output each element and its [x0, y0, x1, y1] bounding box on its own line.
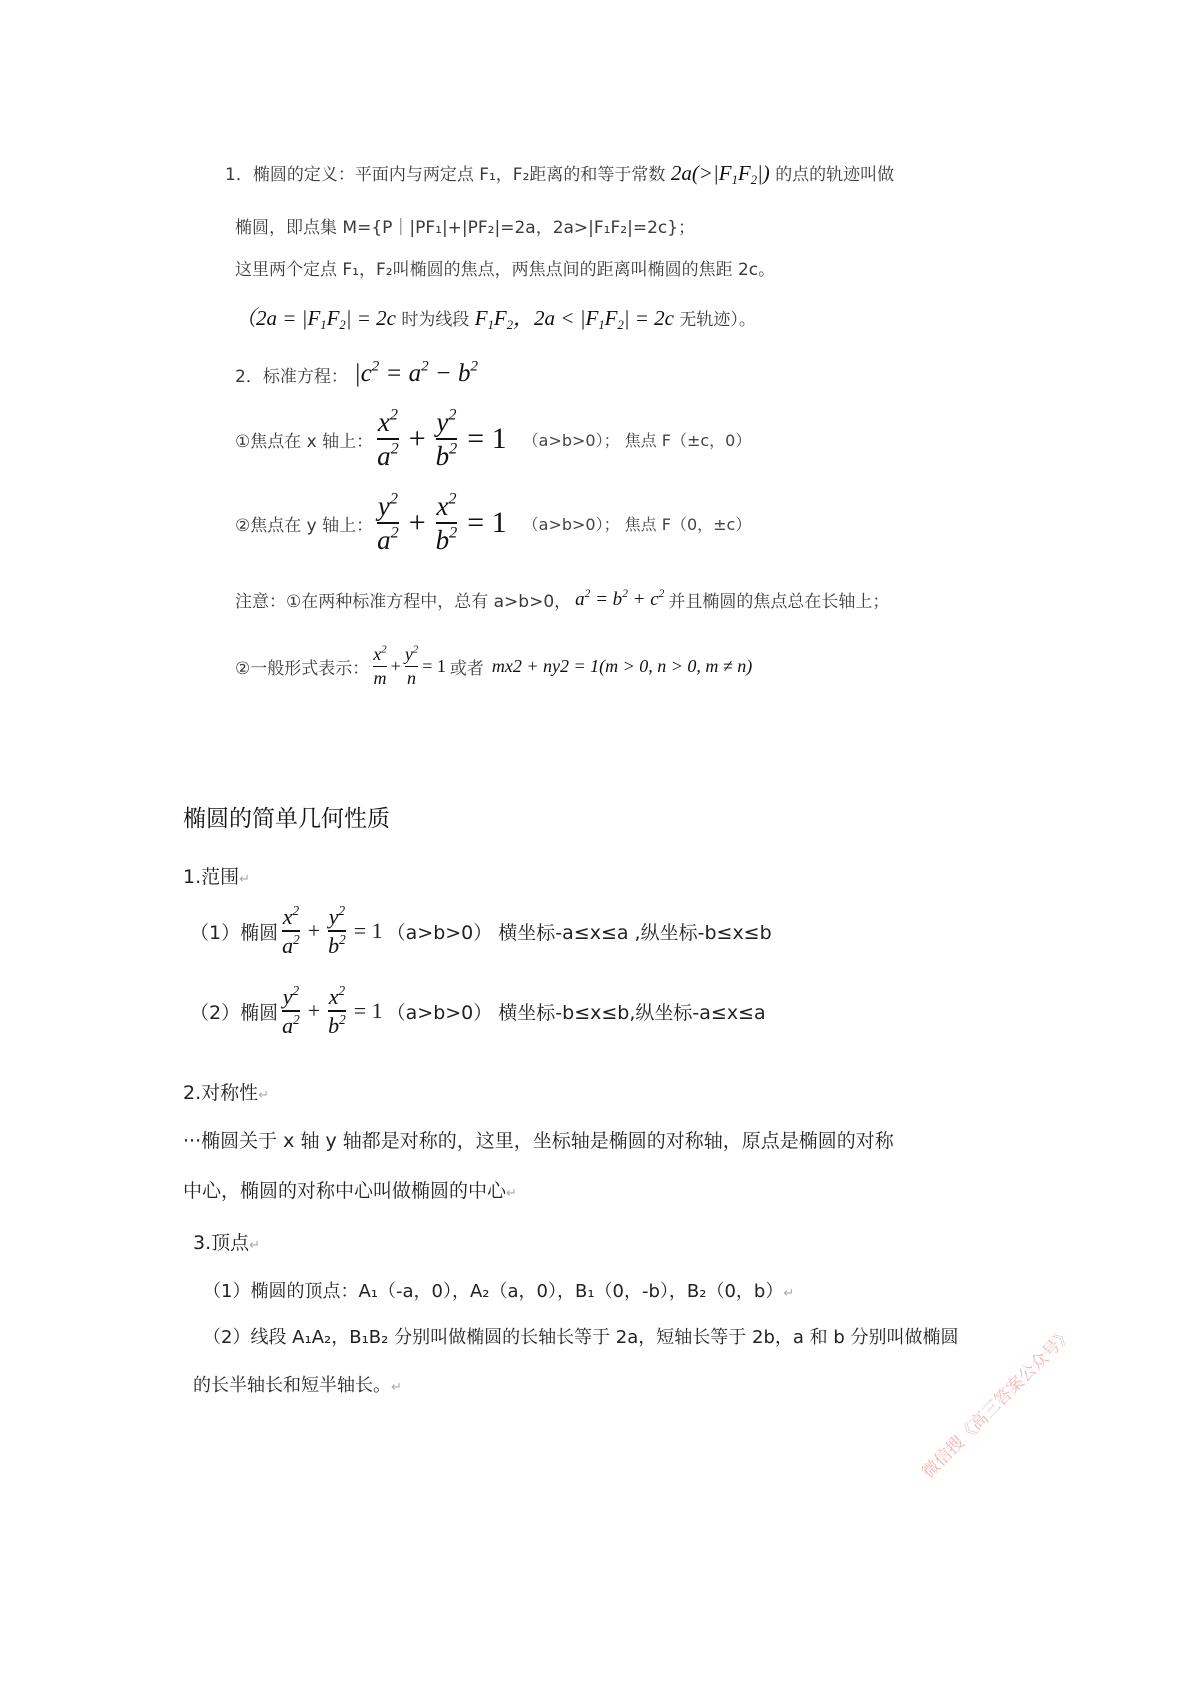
- vertex-2b-text: 的长半轴长和短半轴长。: [193, 1375, 391, 1396]
- math-general-form: mx2 + ny2 = 1(m > 0, n > 0, m ≠ n): [491, 656, 753, 677]
- vertex-item-1: （1）椭圆的顶点：A₁（-a，0），A₂（a，0），B₁（0，-b），B₂（0，b）↵: [203, 1281, 795, 1302]
- fraction-y2-b2: $\frac{y^2}{b^2}$: [435, 405, 458, 472]
- definition-line-3: 这里两个定点 F₁，F₂叫椭圆的焦点，两焦点间的距离叫椭圆的焦距 2c。: [235, 260, 776, 280]
- range-title-text: 1.范围: [183, 866, 240, 888]
- fraction-x2-a2-small: $\frac{x^2}{a^2}$: [282, 902, 300, 959]
- note1-text: 注意：①在两种标准方程中，总有 a>b>0，: [235, 592, 572, 612]
- fraction-y2-a2-small: $\frac{y^2}{a^2}$: [282, 982, 300, 1039]
- range-item-1: （1）椭圆 $\frac{x^2}{a^2}$ + $\frac{y^2}{b^2}$ = 1 （a>b>0） 横坐标-a≤x≤a ,纵坐标-b≤x≤b: [190, 902, 772, 959]
- note1-text-end: 并且椭圆的焦点总在长轴上；: [668, 592, 890, 612]
- note2-or-text: 或者: [449, 659, 484, 680]
- y-axis-label: ②焦点在 y 轴上：: [235, 515, 374, 536]
- math-degenerate-case: （$2a = |F_1F_2| = 2c$: [235, 306, 396, 332]
- definition-line-4: [235, 302, 756, 332]
- range-item-2: （2）椭圆 $\frac{y^2}{a^2}$ + $\frac{x^2}{b^2}$ = 1 （a>b>0） 横坐标-b≤x≤b,纵坐标-a≤x≤a: [190, 982, 766, 1039]
- vertex-item-2-line-1: （2）线段 A₁A₂，B₁B₂ 分别叫做椭圆的长轴长等于 2a，短轴长等于 2b，a 和 b 分别叫做椭圆: [203, 1327, 959, 1348]
- range-1-prefix: （1）椭圆: [190, 921, 279, 944]
- watermark-stamp: 微信搜《高三答案公众号》: [918, 1324, 1077, 1483]
- definition-line-1: [225, 160, 894, 186]
- x-axis-label: ①焦点在 x 轴上：: [235, 431, 374, 452]
- vertex-title-text: 3.顶点: [193, 1232, 250, 1254]
- standard-equation-title: [235, 360, 478, 388]
- vertex-item-2-line-2: 的长半轴长和短半轴长。↵: [193, 1375, 402, 1396]
- x-axis-condition: （a>b>0）； 焦点 F（±c，0）: [522, 430, 752, 450]
- symmetry-title: 2.对称性↵: [183, 1082, 270, 1104]
- definition-text: 1．椭圆的定义：平面内与两定点 F₁，F₂距离的和等于常数: [225, 165, 666, 185]
- math-2a-condition: $2a(>|F_1F_2|)$: [670, 161, 770, 187]
- range-2-prefix: （2）椭圆: [190, 1001, 279, 1024]
- math-segment: $F_1F_2$，$2a < |F_1F_2| = 2c$: [474, 306, 674, 332]
- fraction-x2-b2-small: $\frac{x^2}{b^2}$: [328, 982, 346, 1039]
- note-line-1: [235, 587, 889, 612]
- math-c2-relation: $|c^2 = a^2 - b^2$: [353, 358, 479, 387]
- range-2-suffix: （a>b>0） 横坐标-b≤x≤b,纵坐标-a≤x≤a: [386, 1001, 766, 1024]
- fraction-y2-n: $\frac{y^2}{n}$: [404, 643, 419, 689]
- range-title: 1.范围↵: [183, 866, 251, 888]
- degenerate-text: 时为线段: [401, 310, 470, 330]
- symmetry-line-2: 中心，椭圆的对称中心叫做椭圆的中心↵: [183, 1180, 517, 1202]
- fraction-x2-a2: $\frac{x^2}{a^2}$: [377, 405, 399, 472]
- std-title-text: 2．标准方程：: [235, 366, 348, 387]
- fraction-x2-m: $\frac{x^2}{m}$: [373, 643, 387, 689]
- fraction-x2-b2: $\frac{x^2}{b^2}$: [435, 489, 458, 556]
- vertex-title: 3.顶点↵: [193, 1232, 261, 1254]
- symmetry-line-2-text: 中心，椭圆的对称中心叫做椭圆的中心: [183, 1180, 507, 1202]
- definition-text-end: 的点的轨迹叫做: [775, 165, 895, 185]
- fraction-y2-b2-small: $\frac{y^2}{b^2}$: [328, 902, 346, 959]
- y-axis-condition: （a>b>0）； 焦点 F（0，±c）: [522, 514, 752, 534]
- range-1-suffix: （a>b>0） 横坐标-a≤x≤a ,纵坐标-b≤x≤b: [386, 921, 772, 944]
- x-axis-equation-row: ①焦点在 x 轴上： $\frac{x^2}{a^2}$ + $\frac{y^2}{b^2}$ = 1 （a>b>0）； 焦点 F（±c，0）: [235, 405, 752, 472]
- section-heading: 椭圆的简单几何性质: [183, 806, 390, 832]
- no-locus-text: 无轨迹）。: [679, 310, 756, 330]
- symmetry-title-text: 2.对称性: [183, 1082, 259, 1104]
- note-line-2: ②一般形式表示： $\frac{x^2}{m}$ + $\frac{y^2}{n}$ = 1 或者 mx2 + ny2 = 1(m > 0, n > 0, m ≠ n): [235, 643, 753, 689]
- math-a2-relation: $a^2 = b^2 + c^2$: [575, 587, 665, 610]
- vertex-1-text: （1）椭圆的顶点：A₁（-a，0），A₂（a，0），B₁（0，-b），B₂（0，b）: [203, 1281, 784, 1302]
- note2-text: ②一般形式表示：: [235, 659, 370, 680]
- fraction-y2-a2: $\frac{y^2}{a^2}$: [377, 489, 399, 556]
- symmetry-line-1: ···椭圆关于 x 轴 y 轴都是对称的，这里，坐标轴是椭圆的对称轴，原点是椭圆的对称: [183, 1130, 894, 1152]
- definition-line-2: 椭圆，即点集 M={P｜|PF₁|+|PF₂|=2a，2a>|F₁F₂|=2c}；: [235, 218, 696, 238]
- y-axis-equation-row: ②焦点在 y 轴上： $\frac{y^2}{a^2}$ + $\frac{x^2}{b^2}$ = 1 （a>b>0）； 焦点 F（0，±c）: [235, 489, 752, 556]
